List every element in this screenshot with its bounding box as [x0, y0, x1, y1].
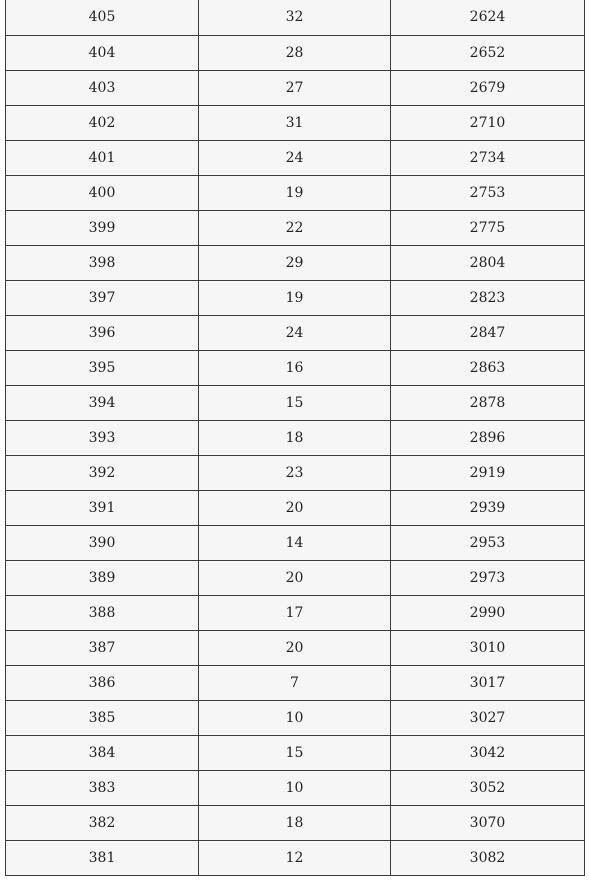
table-cell: 386 [6, 665, 199, 700]
table-cell: 2990 [391, 595, 585, 630]
table-cell: 391 [6, 490, 199, 525]
table-row [6, 0, 585, 35]
table-row [6, 420, 585, 455]
table-cell: 3070 [391, 805, 585, 840]
table-row [6, 735, 585, 770]
table-cell: 2734 [391, 140, 585, 175]
table-cell: 31 [199, 105, 391, 140]
table-row [6, 105, 585, 140]
score-table-body [6, 0, 585, 875]
table-cell: 387 [6, 630, 199, 665]
table-cell: 394 [6, 385, 199, 420]
table-cell: 22 [199, 210, 391, 245]
table-cell: 382 [6, 805, 199, 840]
table-cell: 10 [199, 770, 391, 805]
table-cell: 3052 [391, 770, 585, 805]
table-row [6, 455, 585, 490]
table-cell: 19 [199, 280, 391, 315]
table-cell: 29 [199, 245, 391, 280]
table-cell: 3017 [391, 665, 585, 700]
score-table-container [5, 0, 584, 876]
table-row [6, 35, 585, 70]
table-cell: 2624 [391, 0, 585, 35]
table-cell: 2847 [391, 315, 585, 350]
table-row [6, 175, 585, 210]
table-cell: 390 [6, 525, 199, 560]
table-cell: 12 [199, 840, 391, 875]
table-row [6, 770, 585, 805]
table-cell: 17 [199, 595, 391, 630]
table-row [6, 350, 585, 385]
table-cell: 24 [199, 140, 391, 175]
table-cell: 2973 [391, 560, 585, 595]
table-row [6, 490, 585, 525]
table-cell: 401 [6, 140, 199, 175]
table-cell: 383 [6, 770, 199, 805]
table-cell: 24 [199, 315, 391, 350]
table-cell: 2652 [391, 35, 585, 70]
table-cell: 398 [6, 245, 199, 280]
table-cell: 18 [199, 420, 391, 455]
table-row [6, 385, 585, 420]
table-row [6, 700, 585, 735]
table-cell: 395 [6, 350, 199, 385]
table-cell: 3082 [391, 840, 585, 875]
table-cell: 400 [6, 175, 199, 210]
table-cell: 7 [199, 665, 391, 700]
table-cell: 28 [199, 35, 391, 70]
table-cell: 18 [199, 805, 391, 840]
table-row [6, 630, 585, 665]
table-cell: 2710 [391, 105, 585, 140]
table-cell: 2804 [391, 245, 585, 280]
table-row [6, 665, 585, 700]
table-row [6, 315, 585, 350]
table-cell: 16 [199, 350, 391, 385]
table-cell: 396 [6, 315, 199, 350]
table-cell: 393 [6, 420, 199, 455]
table-cell: 405 [6, 0, 199, 35]
table-cell: 32 [199, 0, 391, 35]
table-cell: 388 [6, 595, 199, 630]
table-cell: 23 [199, 455, 391, 490]
table-cell: 397 [6, 280, 199, 315]
table-cell: 20 [199, 630, 391, 665]
table-cell: 2953 [391, 525, 585, 560]
table-row [6, 245, 585, 280]
score-table [5, 0, 585, 876]
table-cell: 10 [199, 700, 391, 735]
table-cell: 402 [6, 105, 199, 140]
table-cell: 3042 [391, 735, 585, 770]
table-row [6, 595, 585, 630]
table-cell: 2896 [391, 420, 585, 455]
table-cell: 381 [6, 840, 199, 875]
table-row [6, 280, 585, 315]
table-cell: 385 [6, 700, 199, 735]
table-cell: 392 [6, 455, 199, 490]
table-cell: 2863 [391, 350, 585, 385]
table-cell: 403 [6, 70, 199, 105]
table-cell: 404 [6, 35, 199, 70]
table-cell: 3010 [391, 630, 585, 665]
table-row [6, 805, 585, 840]
table-cell: 19 [199, 175, 391, 210]
table-row [6, 840, 585, 875]
table-cell: 2679 [391, 70, 585, 105]
table-cell: 15 [199, 735, 391, 770]
table-row [6, 525, 585, 560]
table-cell: 2775 [391, 210, 585, 245]
table-cell: 2823 [391, 280, 585, 315]
table-cell: 2753 [391, 175, 585, 210]
table-cell: 2919 [391, 455, 585, 490]
table-cell: 2939 [391, 490, 585, 525]
table-cell: 14 [199, 525, 391, 560]
table-cell: 399 [6, 210, 199, 245]
table-row [6, 210, 585, 245]
table-row [6, 140, 585, 175]
table-cell: 3027 [391, 700, 585, 735]
table-cell: 384 [6, 735, 199, 770]
table-cell: 20 [199, 560, 391, 595]
table-row [6, 560, 585, 595]
table-cell: 2878 [391, 385, 585, 420]
table-cell: 20 [199, 490, 391, 525]
table-cell: 389 [6, 560, 199, 595]
table-row [6, 70, 585, 105]
table-cell: 27 [199, 70, 391, 105]
table-cell: 15 [199, 385, 391, 420]
